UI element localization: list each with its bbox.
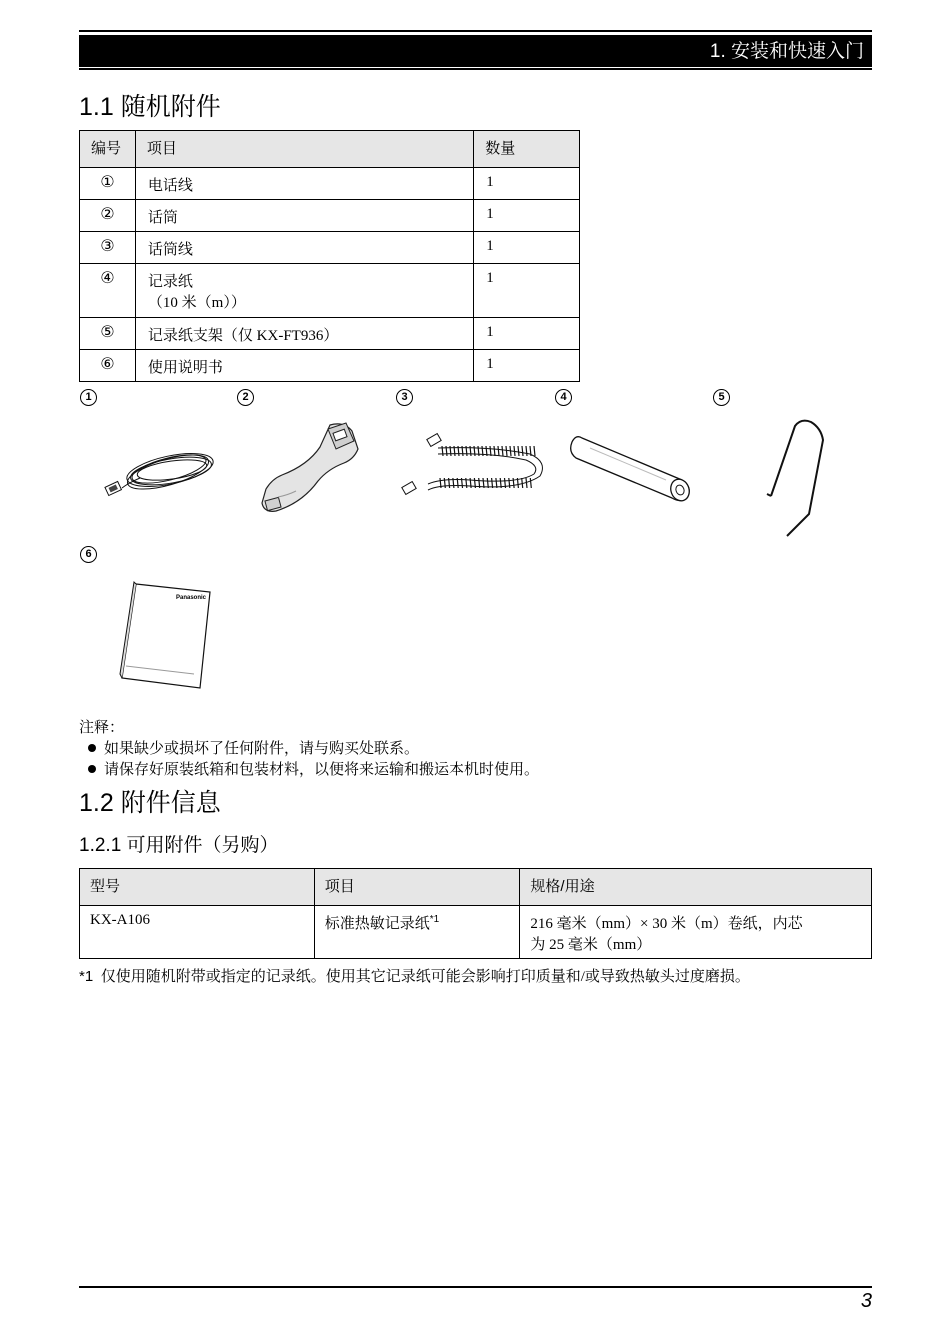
row-spec-line2: 为 25 毫米（mm） (530, 937, 652, 953)
table-row (80, 168, 580, 200)
row-item: 话筒 (135, 200, 473, 232)
paper-roll-illustration (570, 430, 695, 505)
row-item (135, 264, 473, 318)
optional-accessories-table (79, 868, 872, 959)
row-model: KX-A106 (80, 906, 315, 959)
handset-illustration (258, 417, 363, 517)
row-number: ③ (80, 232, 136, 264)
table-row (80, 350, 580, 382)
figure-label-5: 5 (713, 387, 730, 406)
row-number: ① (80, 168, 136, 200)
footer-rule (79, 1286, 872, 1288)
row-quantity: 1 (474, 168, 580, 200)
row-number: ⑥ (80, 350, 136, 382)
figure-label-2: 2 (237, 387, 254, 406)
table-header-row (80, 131, 580, 168)
manual-brand-text: Panasonic (176, 595, 207, 601)
section-title-1-1: 1.1 随机附件 (79, 93, 221, 121)
figure-label-6: 6 (80, 544, 97, 563)
row-item-text: 标准热敏记录纸 (324, 916, 430, 932)
row-number: ② (80, 200, 136, 232)
figure-label-3: 3 (396, 387, 413, 406)
column-header-number: 编号 (80, 131, 136, 168)
table-row (80, 200, 580, 232)
row-quantity: 1 (474, 318, 580, 350)
note-text: 请保存好原装纸箱和包装材料，以便将来运输和搬运本机时使用。 (104, 762, 540, 778)
column-header-spec: 规格/用途 (520, 869, 872, 906)
figure-label-4: 4 (555, 387, 572, 406)
table-row (80, 318, 580, 350)
column-header-item: 项目 (135, 131, 473, 168)
note-text: 如果缺少或损坏了任何附件，请与购买处联系。 (104, 741, 420, 757)
row-item: 话筒线 (135, 232, 473, 264)
manual-illustration (118, 582, 213, 690)
row-quantity: 1 (474, 200, 580, 232)
table-row (80, 232, 580, 264)
column-header-item: 项目 (314, 869, 520, 906)
handset-cord-illustration (400, 432, 550, 500)
subsection-title-1-2-1: 1.2.1 可用附件（另购） (79, 835, 279, 856)
included-accessories-table (79, 130, 580, 382)
row-item-line1: 记录纸 (147, 274, 193, 290)
row-quantity: 1 (474, 232, 580, 264)
table-row (80, 906, 872, 959)
table-row (80, 264, 580, 318)
column-header-model: 型号 (80, 869, 315, 906)
row-spec-line1: 216 毫米（mm）× 30 米（m）卷纸，内芯 (530, 916, 803, 932)
footnote-reference: *1 (429, 914, 440, 925)
note-item (88, 737, 419, 758)
footnote-mark: *1 (79, 968, 94, 985)
row-item: 电话线 (135, 168, 473, 200)
row-spec (520, 906, 872, 959)
footnote (79, 965, 750, 986)
row-number: ④ (80, 264, 136, 318)
row-number: ⑤ (80, 318, 136, 350)
chapter-header: 1. 安装和快速入门 (79, 35, 872, 67)
section-title-1-2: 1.2 附件信息 (79, 789, 221, 817)
footnote-text: 仅使用随机附带或指定的记录纸。使用其它记录纸可能会影响打印质量和/或导致热敏头过度磨损。 (100, 969, 750, 985)
paper-holder-illustration (765, 418, 835, 543)
row-item-line2: （10 米（m）） (147, 295, 246, 311)
row-quantity: 1 (474, 350, 580, 382)
header-bottom-rule (79, 68, 872, 70)
note-title: 注释： (79, 719, 125, 736)
row-item (314, 906, 520, 959)
figure-label-1: 1 (80, 387, 97, 406)
row-item: 记录纸支架（仅 KX-FT936） (135, 318, 473, 350)
bullet-icon (88, 765, 96, 773)
telephone-cord-illustration (100, 440, 225, 505)
row-quantity: 1 (474, 264, 580, 318)
table-header-row (80, 869, 872, 906)
note-item (88, 758, 539, 779)
page-number: 3 (860, 1290, 872, 1312)
column-header-quantity: 数量 (474, 131, 580, 168)
row-item: 使用说明书 (135, 350, 473, 382)
bullet-icon (88, 744, 96, 752)
header-top-rule (79, 30, 872, 32)
